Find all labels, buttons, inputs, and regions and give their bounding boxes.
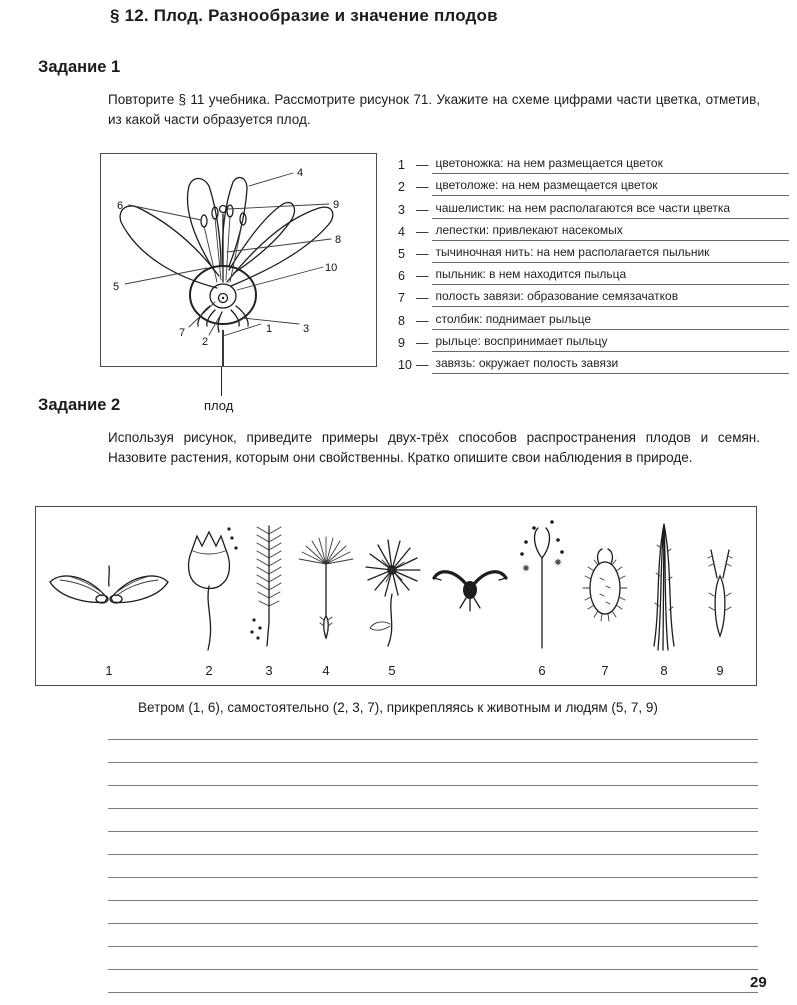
- answer-text: тычиночная нить: на нем располагается пыльник: [435, 244, 710, 259]
- diagram-number-5: 5: [113, 281, 120, 293]
- answer-number: 1: [398, 158, 405, 173]
- answer-dash: —: [416, 357, 429, 372]
- answer-dash: —: [416, 313, 429, 328]
- page-number: 29: [750, 974, 767, 991]
- diagram-number-4: 4: [297, 167, 304, 179]
- answer-row-3: [398, 196, 789, 218]
- answer-number: 3: [398, 202, 405, 217]
- seed-cell-2: [178, 513, 240, 679]
- answer-dash: —: [416, 202, 429, 217]
- seed-cell-3: [244, 513, 294, 679]
- seed-number-5: 5: [388, 663, 396, 678]
- task2-instruction: Используя рисунок, приведите примеры двух-трёх способов распространения плодов и семян. Назовите растения, которым они свойственны. Кратко опишите свои наблюдения в природе.: [108, 430, 760, 466]
- answer-number: 2: [398, 180, 405, 195]
- writing-line: [108, 809, 758, 832]
- diagram-number-9: 9: [333, 199, 340, 211]
- seed-cell-4: [298, 513, 354, 679]
- answer-row-10: [398, 352, 789, 374]
- answer-row-6: [398, 263, 789, 285]
- fruit-pointer-line: [221, 367, 222, 396]
- writing-line: [108, 924, 758, 947]
- feather-seed-drawing: [244, 513, 294, 663]
- flower-head-drawing: [358, 513, 426, 663]
- seeds-figure-box: [35, 506, 757, 686]
- writing-line: [108, 786, 758, 809]
- seed-number-3: 3: [265, 663, 273, 678]
- answer-text: цветоножка: на нем размещается цветок: [435, 156, 663, 171]
- diagram-number-2: 2: [202, 336, 209, 348]
- writing-lines: [108, 717, 758, 993]
- page-title: § 12. Плод. Разнообразие и значение плодов: [110, 6, 498, 25]
- answer-dash: —: [416, 291, 429, 306]
- answer-dash: —: [416, 224, 429, 239]
- answer-row-8: [398, 307, 789, 329]
- answer-row-9: [398, 330, 789, 352]
- answer-line: [432, 329, 790, 352]
- diagram-number-1: 1: [266, 323, 273, 335]
- seed-number-2: 2: [205, 663, 213, 678]
- answer-row-2: [398, 174, 789, 196]
- answer-line: [432, 173, 790, 196]
- seed-number-7: 7: [601, 663, 609, 678]
- seed-cell-6: [514, 513, 570, 679]
- seed-number-1: 1: [105, 663, 113, 678]
- task2-heading: Задание 2: [38, 396, 121, 414]
- answer-text: пыльник: в нем находится пыльца: [435, 267, 627, 282]
- flower-diagram-icon: [101, 154, 376, 366]
- writing-line: [108, 763, 758, 786]
- poppy-capsule-drawing: [178, 513, 240, 663]
- answer-row-4: [398, 219, 789, 241]
- answer-number: 5: [398, 246, 405, 261]
- seed-cell-8: [640, 513, 688, 679]
- answer-number: 10: [398, 357, 412, 372]
- writing-line: [108, 717, 758, 740]
- dandelion-seed-drawing: [298, 513, 354, 663]
- task1-instruction: Повторите § 11 учебника. Рассмотрите рисунок 71. Укажите на схеме цифрами части цветка, отметив, из какой части образуется плод.: [108, 92, 760, 128]
- seed-cell-horned: [430, 513, 510, 679]
- answer-number: 7: [398, 291, 405, 306]
- answer-line: [432, 262, 790, 285]
- seed-number-9: 9: [716, 663, 724, 678]
- flower-diagram-box: [100, 153, 377, 367]
- writing-line: [108, 901, 758, 924]
- answer-number: 4: [398, 224, 405, 239]
- writing-line: [108, 855, 758, 878]
- answer-line: [432, 284, 790, 307]
- seed-number-8: 8: [660, 663, 668, 678]
- maple-samara-drawing: [44, 513, 174, 663]
- answer-text: столбик: поднимает рыльце: [435, 311, 592, 326]
- seed-cell-1: [44, 513, 174, 679]
- diagram-number-10: 10: [325, 262, 338, 274]
- writing-line: [108, 878, 758, 901]
- seed-cell-7: [574, 513, 636, 679]
- answer-number: 9: [398, 335, 405, 350]
- bursting-pod-drawing: [514, 513, 570, 663]
- answer-line: [432, 351, 790, 374]
- diagram-number-6: 6: [117, 200, 124, 212]
- answer-dash: —: [416, 180, 429, 195]
- diagram-number-3: 3: [303, 323, 310, 335]
- cocklebur-drawing: [574, 513, 636, 663]
- task2-answer: Ветром (1, 6), самостоятельно (2, 3, 7), прикрепляясь к животным и людям (5, 7, 9): [138, 700, 658, 715]
- writing-line: [108, 740, 758, 763]
- seed-cell-9: [692, 513, 748, 679]
- writing-line: [108, 947, 758, 970]
- answer-line: [432, 195, 790, 218]
- answer-line: [432, 306, 790, 329]
- answer-text: полость завязи: образование семязачатков: [435, 289, 679, 304]
- answer-row-1: [398, 152, 789, 174]
- seed-cell-5: [358, 513, 426, 679]
- diagram-number-8: 8: [335, 234, 342, 246]
- answer-number: 8: [398, 313, 405, 328]
- answer-dash: —: [416, 246, 429, 261]
- fruit-label: плод: [204, 398, 234, 413]
- answer-line: [432, 218, 790, 241]
- answer-text: завязь: окружает полость завязи: [435, 355, 619, 370]
- grass-awn-drawing: [640, 513, 688, 663]
- writing-line: [108, 970, 758, 993]
- task1-answers: [398, 152, 789, 374]
- answer-line: [432, 240, 790, 263]
- answer-number: 6: [398, 269, 405, 284]
- answer-dash: —: [416, 158, 429, 173]
- horned-pod-drawing: [430, 513, 510, 663]
- answer-text: цветоложе: на нем размещается цветок: [435, 178, 658, 193]
- answer-row-5: [398, 241, 789, 263]
- answer-text: рыльце: воспринимает пыльцу: [435, 333, 608, 348]
- writing-line: [108, 832, 758, 855]
- seed-number-6: 6: [538, 663, 546, 678]
- answer-dash: —: [416, 269, 429, 284]
- bur-achene-drawing: [692, 513, 748, 663]
- answer-text: лепестки: привлекают насекомых: [435, 222, 623, 237]
- answer-row-7: [398, 285, 789, 307]
- answer-line: [432, 151, 790, 174]
- answer-dash: —: [416, 335, 429, 350]
- task1-heading: Задание 1: [38, 58, 121, 76]
- answer-text: чашелистик: на нем располагаются все части цветка: [435, 200, 731, 215]
- seed-number-4: 4: [322, 663, 330, 678]
- diagram-number-7: 7: [179, 327, 186, 339]
